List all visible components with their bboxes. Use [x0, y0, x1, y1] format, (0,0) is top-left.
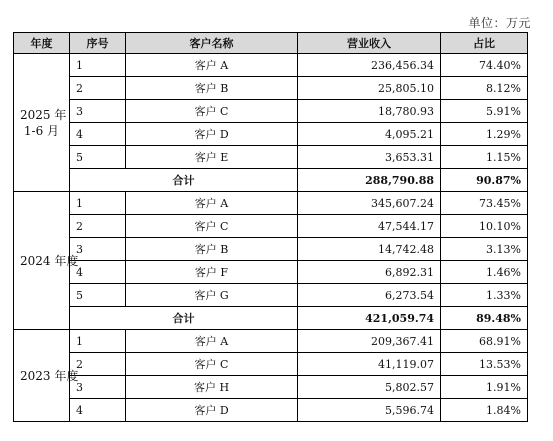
customer-cell: 客户 B	[126, 77, 298, 100]
ratio-cell: 73.45%	[441, 192, 528, 215]
revenue-cell: 14,742.48	[298, 238, 441, 261]
seq-cell: 2	[70, 353, 126, 376]
seq-cell: 2	[70, 215, 126, 238]
table-row	[14, 399, 528, 422]
header-customer: 客户名称	[126, 33, 298, 54]
total-row	[14, 307, 528, 330]
revenue-cell: 25,805.10	[298, 77, 441, 100]
customer-cell: 客户 A	[126, 330, 298, 353]
table-row	[14, 376, 528, 399]
year-label-line2: 1-6 月	[23, 123, 60, 138]
seq-cell: 1	[70, 54, 126, 77]
revenue-cell: 6,273.54	[298, 284, 441, 307]
ratio-cell: 8.12%	[441, 77, 528, 100]
customer-cell: 客户 F	[126, 261, 298, 284]
ratio-cell: 1.33%	[441, 284, 528, 307]
seq-cell: 3	[70, 238, 126, 261]
customer-cell: 客户 E	[126, 146, 298, 169]
customer-cell: 客户 C	[126, 353, 298, 376]
ratio-cell: 10.10%	[441, 215, 528, 238]
ratio-cell: 13.53%	[441, 353, 528, 376]
revenue-cell: 5,802.57	[298, 376, 441, 399]
revenue-cell: 236,456.34	[298, 54, 441, 77]
ratio-cell: 1.46%	[441, 261, 528, 284]
year-cell-2024	[14, 192, 79, 330]
customer-cell: 客户 C	[126, 100, 298, 123]
revenue-cell: 345,607.24	[298, 192, 441, 215]
ratio-cell: 1.15%	[441, 146, 528, 169]
total-label: 合计	[70, 307, 298, 330]
total-row	[14, 169, 528, 192]
total-revenue: 288,790.88	[298, 169, 441, 192]
seq-cell: 4	[70, 261, 126, 284]
year-cell-2025h1	[14, 54, 70, 192]
customer-cell: 客户 D	[126, 399, 298, 422]
total-ratio: 89.48%	[441, 307, 528, 330]
table-row	[14, 284, 528, 307]
header-year: 年度	[14, 33, 70, 54]
year-label-line1: 2024 年度	[20, 253, 79, 268]
total-label: 合计	[70, 169, 298, 192]
table-row	[14, 100, 528, 123]
revenue-cell: 6,892.31	[298, 261, 441, 284]
customer-cell: 客户 G	[126, 284, 298, 307]
customer-cell: 客户 D	[126, 123, 298, 146]
seq-cell: 1	[70, 192, 126, 215]
seq-cell: 3	[70, 376, 126, 399]
seq-cell: 3	[70, 100, 126, 123]
revenue-cell: 18,780.93	[298, 100, 441, 123]
ratio-cell: 74.40%	[441, 54, 528, 77]
table-row	[14, 54, 528, 77]
ratio-cell: 1.91%	[441, 376, 528, 399]
table-row	[14, 330, 528, 353]
total-revenue: 421,059.74	[298, 307, 441, 330]
revenue-cell: 209,367.41	[298, 330, 441, 353]
total-ratio: 90.87%	[441, 169, 528, 192]
revenue-cell: 47,544.17	[298, 215, 441, 238]
table-row	[14, 146, 528, 169]
seq-cell: 5	[70, 146, 126, 169]
seq-cell: 4	[70, 399, 126, 422]
table-row	[14, 238, 528, 261]
table-row	[14, 77, 528, 100]
revenue-cell: 41,119.07	[298, 353, 441, 376]
header-seq: 序号	[70, 33, 126, 54]
ratio-cell: 1.84%	[441, 399, 528, 422]
table-header-row	[14, 33, 528, 54]
header-revenue: 营业收入	[298, 33, 441, 54]
year-label-line1: 2025 年	[20, 107, 67, 122]
ratio-cell: 68.91%	[441, 330, 528, 353]
year-cell-2023	[14, 330, 79, 422]
customer-cell: 客户 A	[126, 192, 298, 215]
seq-cell: 4	[70, 123, 126, 146]
ratio-cell: 1.29%	[441, 123, 528, 146]
customer-cell: 客户 A	[126, 54, 298, 77]
revenue-cell: 3,653.31	[298, 146, 441, 169]
table-row	[14, 192, 528, 215]
table-row	[14, 123, 528, 146]
seq-cell: 5	[70, 284, 126, 307]
revenue-cell: 5,596.74	[298, 399, 441, 422]
customer-cell: 客户 C	[126, 215, 298, 238]
table-row	[14, 261, 528, 284]
header-ratio: 占比	[441, 33, 528, 54]
table-row	[14, 215, 528, 238]
top-customers-table	[13, 32, 528, 422]
year-label-line1: 2023 年度	[20, 368, 79, 383]
revenue-cell: 4,095.21	[298, 123, 441, 146]
seq-cell: 1	[70, 330, 126, 353]
customer-cell: 客户 H	[126, 376, 298, 399]
customer-cell: 客户 B	[126, 238, 298, 261]
seq-cell: 2	[70, 77, 126, 100]
ratio-cell: 3.13%	[441, 238, 528, 261]
table-row	[14, 353, 528, 376]
ratio-cell: 5.91%	[441, 100, 528, 123]
unit-label: 单位：万元	[468, 16, 531, 30]
